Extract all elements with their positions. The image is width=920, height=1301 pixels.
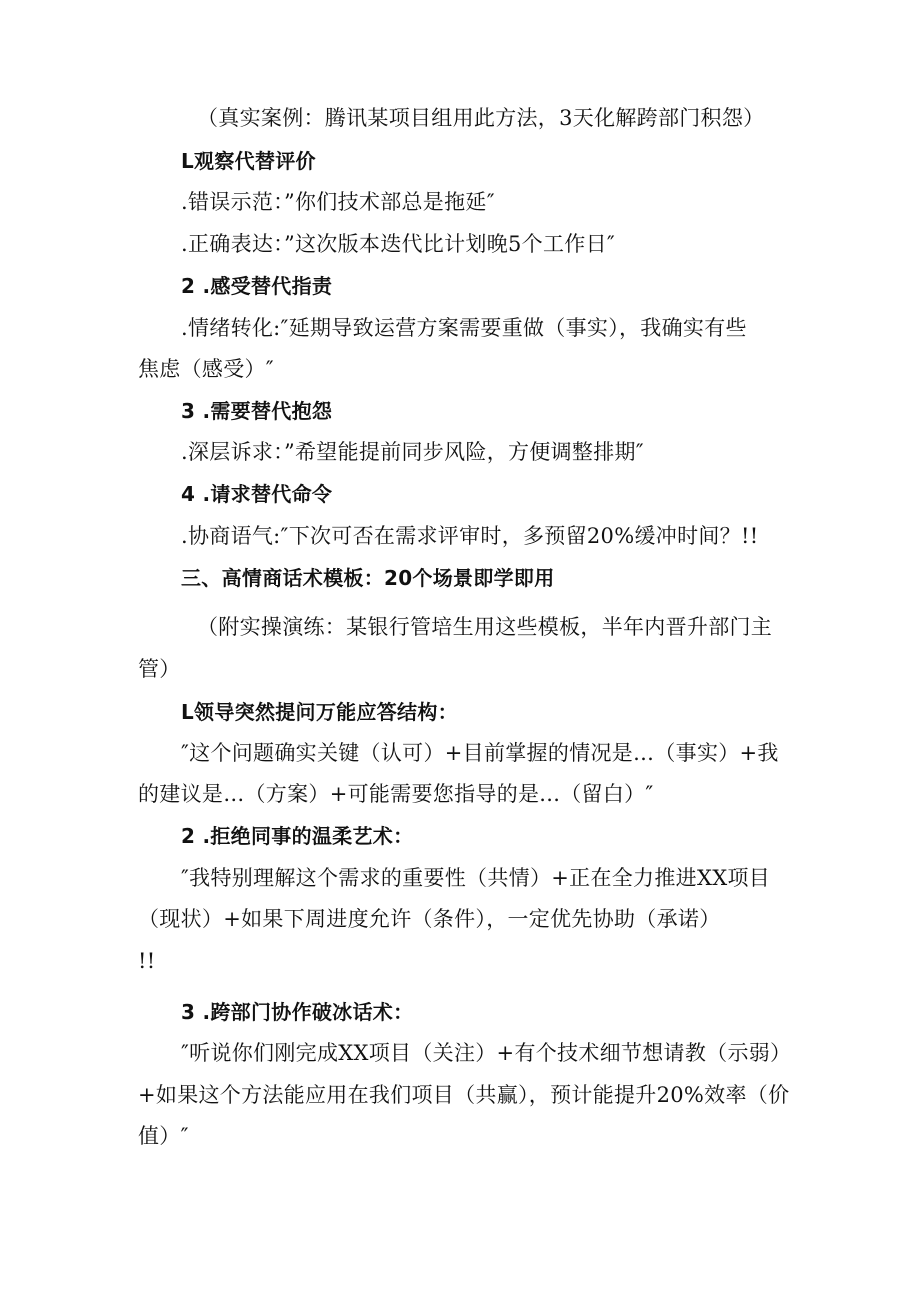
heading-feeling: 2 .感受替代指责	[181, 274, 333, 298]
heading-cross-dept: 3 .跨部门协作破冰话术：	[181, 1000, 414, 1024]
section-heading-templates: 三、高情商话术模板：20个场景即学即用	[181, 566, 555, 590]
case-note-bank-line2: 管）	[138, 657, 181, 681]
template-refuse-line1: ″我特别理解这个需求的重要性（共情）+正在全力推进XX项目	[181, 866, 771, 890]
template-cross-line2: +如果这个方法能应用在我们项目（共赢），预计能提升20%效率（价	[138, 1083, 790, 1107]
heading-refuse: 2 .拒绝同事的温柔艺术：	[181, 824, 414, 848]
template-refuse-line2: （现状）+如果下周进度允许（条件），一定优先协助（承诺）	[138, 907, 721, 931]
bullet-emotion-line1: .情绪转化:″延期导致运营方案需要重做（事实），我确实有些	[181, 316, 747, 340]
bullet-emotion-line2: 焦虑（感受）″	[138, 357, 274, 381]
heading-request: 4 .请求替代命令	[181, 482, 333, 506]
bullet-deep-need: .深层诉求：”希望能提前同步风险，方便调整排期″	[181, 440, 644, 464]
template-refuse-line3: !!	[138, 949, 156, 973]
bullet-negotiate: .协商语气:″下次可否在需求评审时，多预留20%缓冲时间？!!	[181, 524, 759, 548]
bullet-wrong-example: .错误示范：”你们技术部总是拖延″	[181, 190, 495, 214]
template-cross-line1: ″听说你们刚完成XX项目（关注）+有个技术细节想请教（示弱）	[181, 1041, 792, 1065]
bullet-right-example: .正确表达：”这次版本迭代比计划晚5个工作日″	[181, 232, 616, 256]
template-leader-line2: 的建议是…（方案）+可能需要您指导的是...（留白）″	[138, 782, 654, 806]
heading-observe: L观察代替评价	[181, 149, 316, 173]
heading-leader-question: L领导突然提问万能应答结构：	[181, 700, 458, 724]
template-cross-line3: 值）″	[138, 1124, 189, 1148]
case-note-tencent: （真实案例：腾讯某项目组用此方法，3天化解跨部门积怨）	[197, 106, 765, 130]
case-note-bank-line1: （附实操演练：某银行管培生用这些模板，半年内晋升部门主	[197, 615, 773, 639]
template-leader-line1: ″这个问题确实关键（认可）+目前掌握的情况是…（事实）+我	[181, 741, 779, 765]
heading-need: 3 .需要替代抱怨	[181, 399, 333, 423]
